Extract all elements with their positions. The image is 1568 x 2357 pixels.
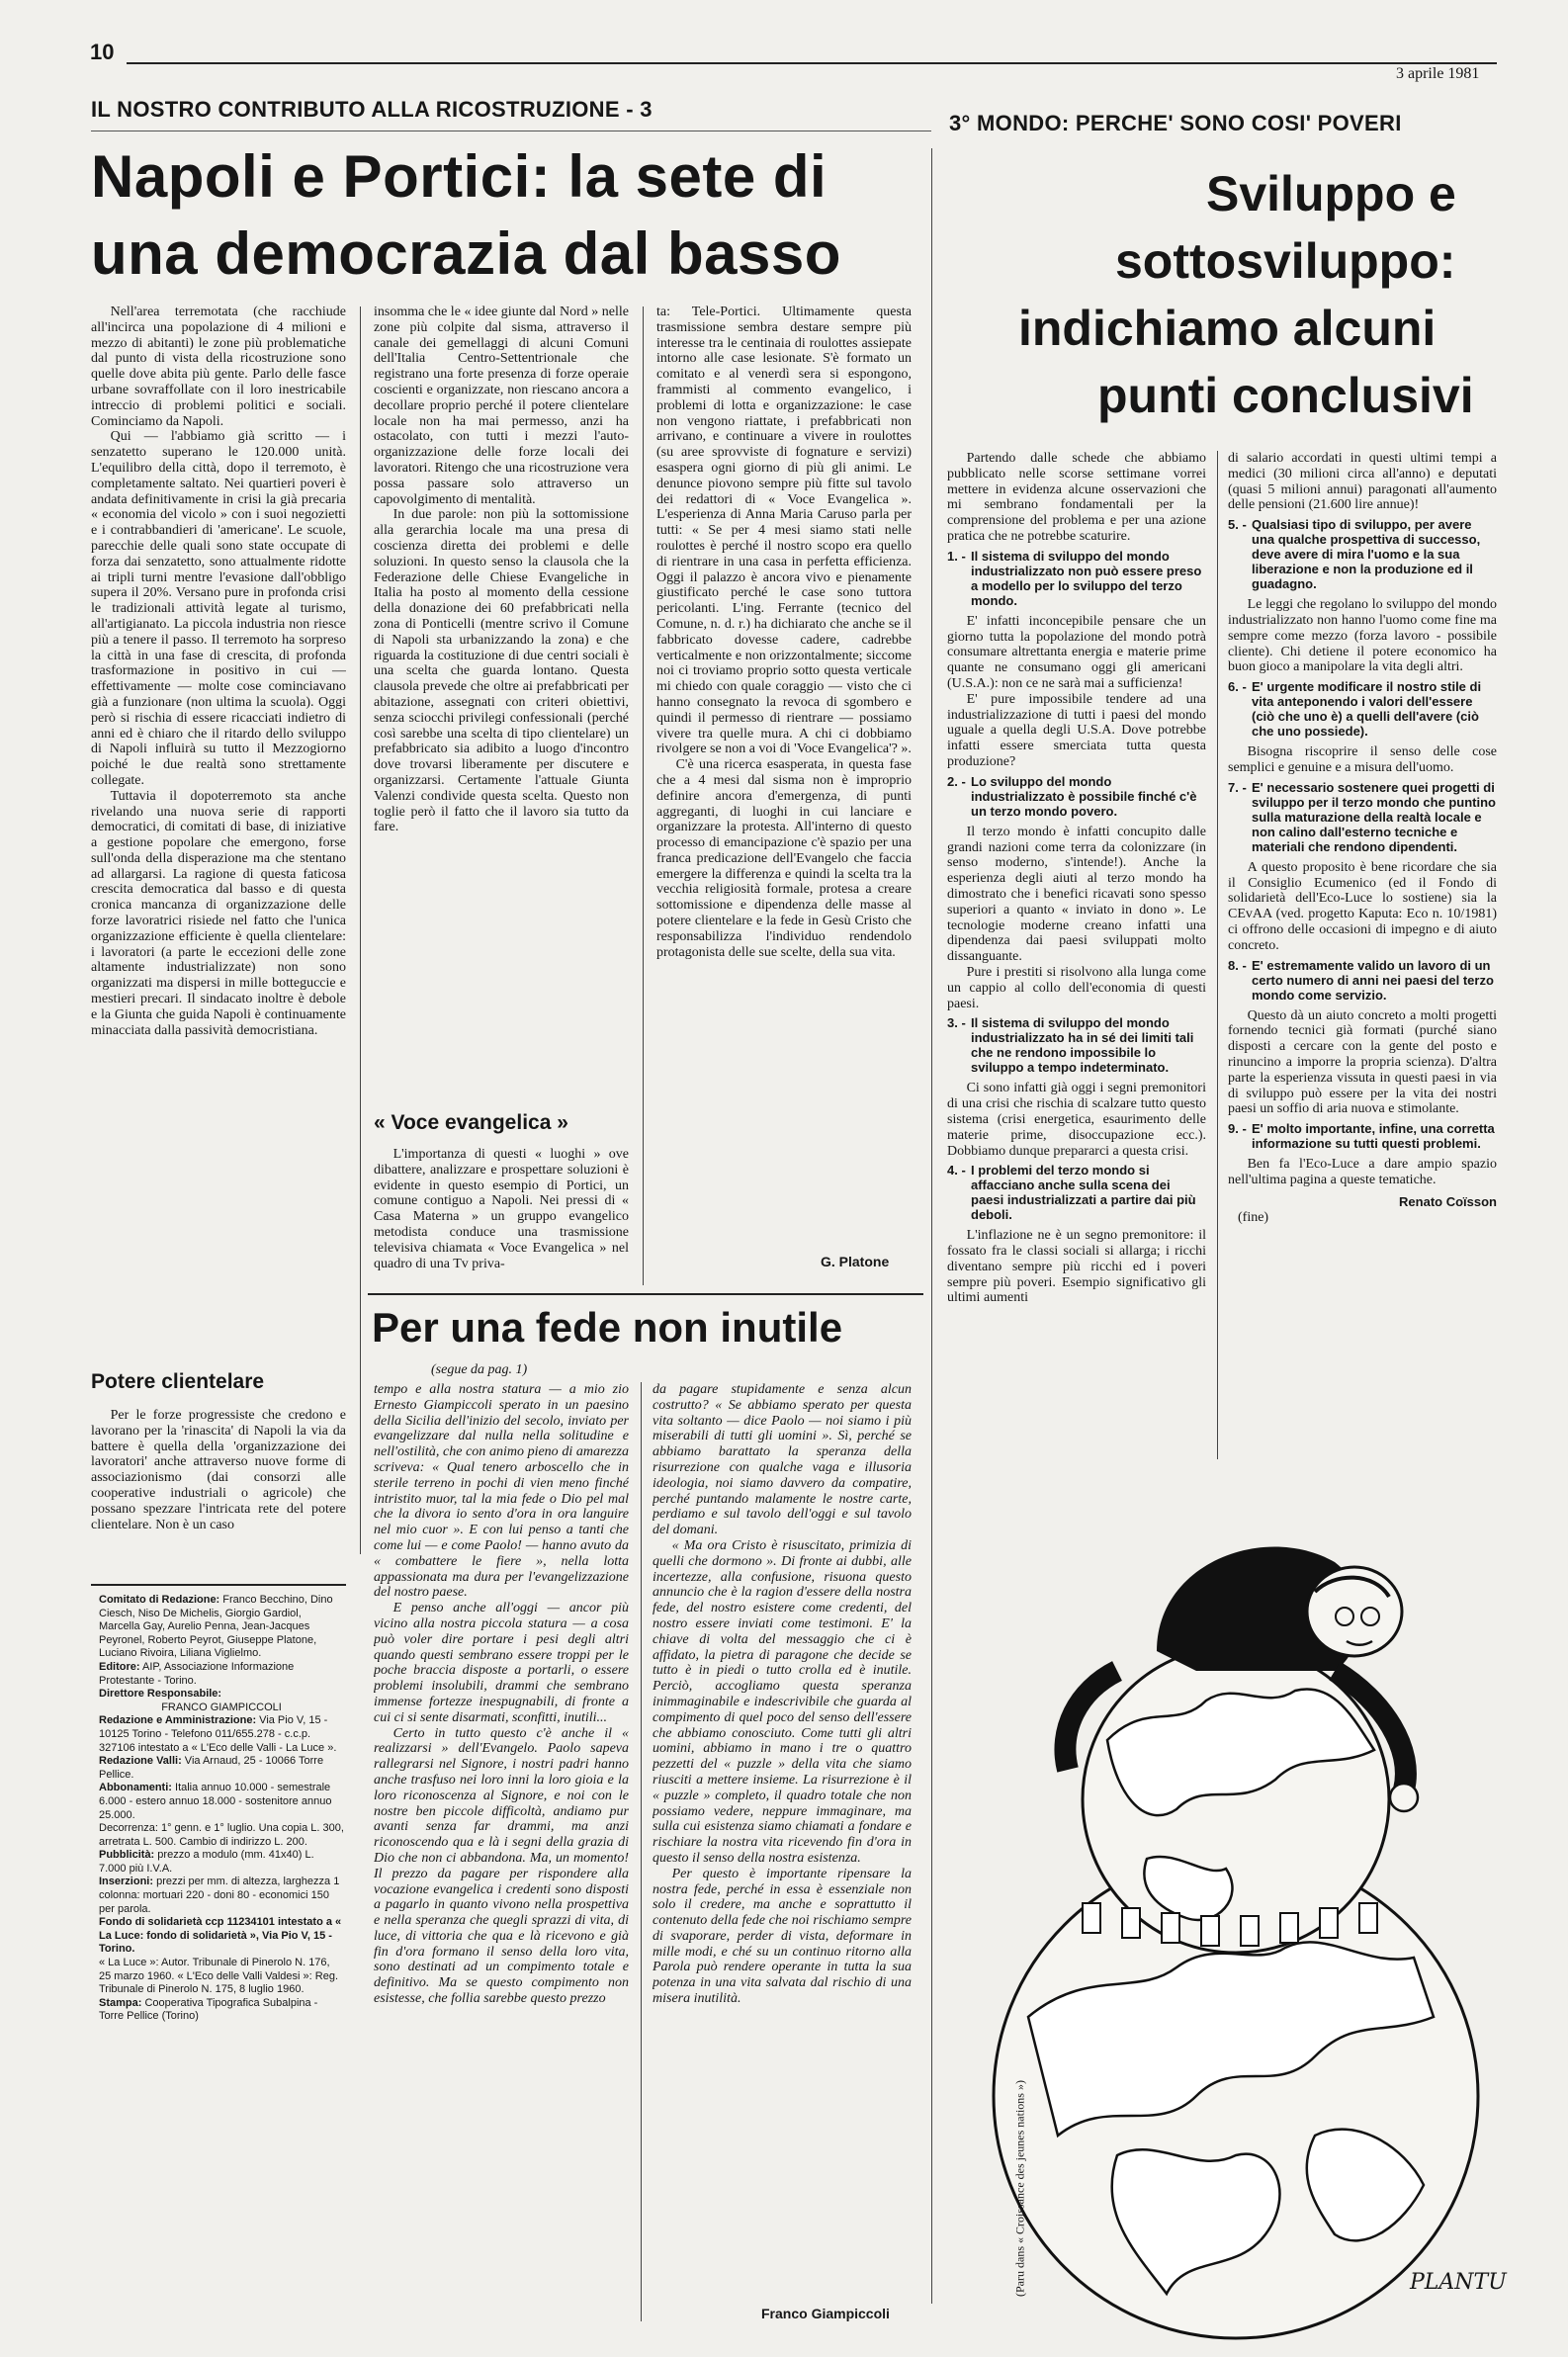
- fine-note: (fine): [1238, 1209, 1269, 1225]
- article3-column-2: [1228, 451, 1497, 1479]
- credit-text: FRANCO GIAMPICCOLI: [161, 1701, 282, 1713]
- article3-column-1: [947, 451, 1206, 1479]
- column-divider: [643, 306, 644, 1285]
- paragraph: Le leggi che regolano lo sviluppo del mondo industrializzato non hanno l'uomo come fine ma sempre come mezzo (forza lavoro - possibile cliente). Chi detiene il potere economico ha buon gioco a manipolare la vita degli altri.: [1228, 597, 1497, 675]
- paragraph: di salario accordati in questi ultimi tempi a medici (30 milioni circa all'anno) e deputati (quasi 5 milioni annui) paragonati all'aumento delle pensioni (21.600 lire annue)!: [1228, 451, 1497, 513]
- paragraph: Tuttavia il dopoterremoto sta anche rivelando una nuova serie di rapporti democratici, di comitati di base, di iniziative a gestione popolare che emergono, forse sull'onda della disperazione ma che stentano ad allargarsi. La ragione di questa faticosa crescita democratica dal basso e di questa cronica mancanza di organizzazione delle forze lavoratrici risiede nel fatto che l'unica organizzazione efficiente è quella clientelare: i lavoratori (a parte le eccezioni delle zone altamente industrializzate) non sono organizzati ma dispersi in mille botteguccie e mestieri precari. Il sindacato inoltre è debole e la Giunta che guida Napoli è continuamente minacciata dalla passività democristiana.: [91, 788, 346, 1038]
- point-heading: E' molto importante, infine, una corretta informazione su tutti questi problemi.: [1252, 1121, 1495, 1152]
- paragraph: Bisogna riscoprire il senso delle cose semplici e genuine e a misura dell'uomo.: [1228, 744, 1497, 775]
- credit-label: Fondo di solidarietà ccp 11234101 intestato a « La Luce: fondo di solidarietà », Via Pio V, 15 - Torino.: [99, 1916, 342, 1956]
- point-number: 3. -: [947, 1015, 966, 1031]
- credit-text: Decorrenza: 1° genn. e 1° luglio. Una copia L. 300, arretrata L. 500. Cambio di indirizzo L. 200.: [99, 1822, 344, 1848]
- issue-date: 3 aprile 1981: [1396, 65, 1480, 82]
- credits-rule: [91, 1584, 346, 1586]
- point-5: [1228, 517, 1497, 591]
- paragraph: C'è una ricerca esasperata, in questa fase che a 4 mesi dal sisma non è improprio definire ancora d'emergenza, di punti aggreganti, di luoghi in cui lanciare e organizzare la protesta. All'interno di questo processo di emancipazione c'è spazio per una franca predicazione dell'Evangelo che faccia emergere la differenza e quindi la scelta tra la vecchia religiosità formale, protesa a creare sottomissione e dipendenza delle masse al potere clientelare e la fede in Gesù Cristo che responsabilizza l'individuo rendendolo protagonista delle sue scelte, della sua vita.: [656, 757, 912, 960]
- point-4: [947, 1163, 1206, 1222]
- credit-text: Via Arnaud, 25 - 10066 Torre Pellice.: [99, 1755, 324, 1781]
- article2-column-1: [374, 1382, 629, 2329]
- point-heading: E' estremamente valido un lavoro di un certo numero di anni nei paesi del terzo mondo come servizio.: [1252, 957, 1494, 1003]
- article1-title-line1: Napoli e Portici: la sete di: [91, 143, 828, 210]
- article1-column-1: [91, 305, 346, 1311]
- paragraph: insomma che le « idee giunte dal Nord » nelle zone più colpite dal sisma, attraverso il canale dei gemellaggi di alcuni Comuni dell'Italia Centro-Settentrionale che registrano una forte presenza di forze operaie coscienti e organizzate, non riescano ancora a decollare proprio perché il potere clientelare locale non ha mai permesso, anzi ha ostacolato, con tutti i mezzi l'auto-organizzazione delle forze locali dei lavoratori. Ritengo che una ricostruzione vera possa passare solo attraverso un capovolgimento di mentalità.: [374, 305, 629, 507]
- article2-column-2: [653, 1382, 912, 2292]
- credit-text: Franco Becchino, Dino Ciesch, Niso De Michelis, Giorgio Gardiol, Marcella Gay, Aurelio Penna, Jean-Jacques Peyronel, Roberto Peyrot, Giuseppe Platone, Luciano Rivoira, Liliana Viglielmo.: [99, 1594, 333, 1660]
- paragraph: da pagare stupidamente e senza alcun costrutto? « Se abbiamo sperato per questa vita soltanto — dice Paolo — noi siamo i più miserabili di tutti gli uomini ». Sì, perché se abbiamo barattato la speranza della risurrezione con qualche vaga e illusoria ideologia, noi siamo davvero da compatire, perché puntando malamente le nostre carte, perdiamo e sul tavolo dell'oggi e sul tavolo del domani.: [653, 1382, 912, 1538]
- paragraph: Questo dà un aiuto concreto a molti progetti fornendo tecnici già formati (purché siano disposti a cercare con la gente del posto e rinuncino a imporre la propria scienza). D'altra parte la esperienza vissuta in questi paesi in via di sviluppo può essere per la vita dei nostri paesi un soffio di aria nuova e stimolante.: [1228, 1007, 1497, 1117]
- paragraph: Pure i prestiti si risolvono alla lunga come un cappio al collo dell'economia di questi paesi.: [947, 964, 1206, 1011]
- article2-top-rule: [368, 1293, 923, 1295]
- paragraph: L'inflazione ne è un segno premonitore: il fossato fra le classi sociali si allarga; i ricchi diventano sempre più ricchi ed i poveri sempre più poveri. Esempio significativo gli ultimi aumenti: [947, 1228, 1206, 1306]
- credit-label: Redazione e Amministrazione:: [99, 1714, 257, 1727]
- paragraph: Ben fa l'Eco-Luce a dare ampio spazio nell'ultima pagina a queste tematiche.: [1228, 1157, 1497, 1187]
- subhead-potere-clientelare: Potere clientelare: [91, 1370, 265, 1393]
- point-number: 5. -: [1228, 517, 1247, 533]
- continuation-note: (segue da pag. 1): [431, 1362, 528, 1377]
- point-8: [1228, 958, 1497, 1003]
- paragraph: Ci sono infatti già oggi i segni premonitori di una crisi che rischia di scalzare tutto questo sistema (crisi energetica, esaurimento delle materie prime, disoccupazione ecc.). Dobbiamo dunque prepararci a questa crisi.: [947, 1081, 1206, 1159]
- kicker-right: 3° MONDO: PERCHE' SONO COSI' POVERI: [949, 111, 1402, 135]
- article3-title-line4: punti conclusivi: [1097, 368, 1474, 423]
- paragraph: E penso anche all'oggi — ancor più vicino alla nostra piccola statura — a cosa può voler dire portare i pesi degli altri quando questi sembrano essere troppi per le poche braccia disposte a portarli, o essere problemi insolubili, drammi che sembrano immense fortezze inespugnabili, di fronte a cui ci si sente disarmati, sconfitti, inutili...: [374, 1601, 629, 1725]
- paragraph: L'importanza di questi « luoghi » ove dibattere, analizzare e prospettare soluzioni è evidente in questo esempio di Portici, un comune contiguo a Napoli. Nei pressi di « Casa Materna » un gruppo evangelico metodista conduce una trasmissione televisiva chiamata « Voce Evangelica » nel quadro di una Tv priva-: [374, 1147, 629, 1271]
- credit-text: Cooperativa Tipografica Subalpina - Torre Pellice (Torino): [99, 1996, 318, 2023]
- credit-label: Redazione Valli:: [99, 1755, 182, 1768]
- article1-column-2-cont: [374, 1147, 629, 1287]
- point-heading: Il sistema di sviluppo del mondo industrializzato ha in sé dei limiti tali che ne rendono impossibile lo sviluppo a tempo indeterminato.: [971, 1015, 1194, 1076]
- point-heading: E' necessario sostenere quei progetti di sviluppo per il terzo mondo che puntino sulla maturazione della realtà locale e non calino dall'esterno tecniche e materiali che rendono dipendenti.: [1252, 779, 1496, 854]
- article1-column-1-cont: [91, 1408, 346, 1554]
- point-9: [1228, 1121, 1497, 1151]
- column-divider: [360, 306, 361, 1554]
- paragraph: ta: Tele-Portici. Ultimamente questa trasmissione sembra destare sempre più interesse tra le centinaia di roulottes assiepate intorno alle case lesionate. S'è formato un comitato e al venerdì sera si espongono, frammisti al commento evangelico, i problemi di lotta e organizzazione: le case non vengono riattate, i prefabbricati non arrivano, e continuare a vivere in roulottes (su aree sprovviste di fognature e servizi) esaspera ogni giorno di più gli animi. Le denunce piovono sempre più fitte sul tavolo dei redattori di « Voce Evangelica ». L'esperienza di Anna Maria Caruso parla per tutti: « Se per 4 mesi siamo stati nelle roulottes è perché il nostro scopo era quello di rientrare in una casa in perfetta efficienza. Oggi il palazzo è ancora vivo e pienamente giustificato perché le case sono tuttora pericolanti. L'ing. Ferrante (tecnico del Comune, n. d. r.) ha dichiarato che anche se il fabbricato dovesse cadere, cadrebbe verticalmente e non orizzontalmente; siccome noi ci troviamo proprio sotto questa verticale mi chiedo con quale coraggio — visto che ci hanno consegnato la revoca di sgombero e quindi il permesso di rientrare — possiamo vivere tra quelle mura. A chi ci dobbiamo rivolgere se non a voi di 'Voce Evangelica'? ».: [656, 305, 912, 757]
- point-heading: Qualsiasi tipo di sviluppo, per avere una qualche prospettiva di successo, deve avere di mira l'uomo e la sua liberazione e non la produzione ed il guadagno.: [1252, 517, 1481, 592]
- paragraph: In due parole: non più la sottomissione alla gerarchia locale ma una presa di coscienza diretta dei problemi e delle soluzioni. In questo senso la clausola che la Federazione delle Chiese Evangeliche in Italia ha posto al momento della cessione della donazione dei 60 prefabbricati nella zona di Ponticelli (mentre scrivo il Comune di Napoli sta urbanizzando la zona) e che riguarda la costituzione di due centri sociali è una scelta che guarda lontano. Questa clausola prevede che oltre ai prefabbricati per abitazione, assegnati con criteri obiettivi, senza sciocchi privilegi confessionali (perché così sarebbe una scelta di tipo clientelare) un prefabbricato sia adibito a luogo d'incontro dove trovarsi liberamente per discutere e organizzarsi. Certamente l'attuale Giunta Valenzi condivide questa scelta. Questo non toglie però il fatto che il lavoro sia tutto da fare.: [374, 507, 629, 835]
- paragraph: Per le forze progressiste che credono e lavorano per la 'rinascita' di Napoli la via da battere è quella della 'organizzazione dei lavoratori' anche attraverso nuove forme di associazionismo (dai consorzi alle cooperative industriali o agricole) che possano spezzare l'intricata rete del potere clientelare. Non è un caso: [91, 1408, 346, 1532]
- kicker-left: IL NOSTRO CONTRIBUTO ALLA RICOSTRUZIONE - 3: [91, 97, 653, 122]
- paragraph: Qui — l'abbiamo già scritto — i senzatetto superano le 120.000 unità. L'equilibro della città, dopo il terremoto, è completamente saltato. Nei quartieri poveri è andata definitivamente in crisi la già precaria « economia del vicolo » con i suoi negozietti e i contrabbandieri di 'americane'. Le scuole, parecchie delle quali sono state occupate di forza dai senzatetto, sono attualmente ridotte ai tripli turni mentre l'evasione dall'obbligo supera il 20%. Versano pure in profonda crisi le tradizionali attività legate al turismo, all'artigianato. La piccola industria non riesce più a tenere il passo. Il terremoto ha sorpreso la città in una fase di crescita, di profonda trasformazione in positivo in cui — effettivamente — molte cose cominciavano già a funzionare (non ultima la scuola). Oggi però si rischia di essere ricacciati indietro di anni ed è chiaro che il ritardo dello sviluppo di Napoli influirà su tutto il Mezzogiorno poiché le due realtà sono strettamente collegate.: [91, 429, 346, 788]
- article1-signature: G. Platone: [821, 1254, 890, 1269]
- article3-title-line1: Sviluppo e: [1206, 166, 1456, 221]
- point-number: 4. -: [947, 1163, 966, 1178]
- credit-text: AIP, Associazione Informazione Protestante - Torino.: [99, 1660, 295, 1687]
- column-divider: [641, 1382, 642, 2321]
- credit-text: « La Luce »: Autor. Tribunale di Pinerolo N. 176, 25 marzo 1960. « L'Eco delle Valli Valdesi »: Reg. Tribunale di Pinerolo N. 175, 8 luglio 1960.: [99, 1957, 338, 1996]
- article3-title-line2: sottosviluppo:: [1115, 233, 1456, 289]
- paragraph: Partendo dalle schede che abbiamo pubblicato nelle scorse settimane vorrei mettere in evidenza alcune osservazioni che mi sembrano fondamentali per la comprensione del problema e per una azione pratica che ne potrebbe scaturire.: [947, 451, 1206, 544]
- point-number: 9. -: [1228, 1121, 1247, 1137]
- credit-label: Stampa:: [99, 1996, 142, 2009]
- paragraph: tempo e alla nostra statura — a mio zio Ernesto Giampiccoli sperato in un paesino della Sicilia dell'inizio del secolo, inviato per evangelizzare dal nulla nella solitudine e nell'ostilità, che con animo pieno di amarezza scriveva: « Qual tenero arboscello che in sterile terreno in pochi di vien meno finché intristito muor, tal la mia fede o Dio pel mal che la divora io sento d'ora in ora languire nel mio cuor ». E con lui penso a tanti che come lui — e come Paolo! — hanno avuto da « combattere le fiere », nella lotta appassionata ma dura per l'evangelizzazione del nostro paese.: [374, 1382, 629, 1601]
- credit-label: Abbonamenti:: [99, 1782, 172, 1794]
- credit-label: Inserzioni:: [99, 1876, 154, 1888]
- point-heading: E' urgente modificare il nostro stile di vita anteponendo i valori dell'essere (ciò che uno è) a quelli dell'avere (ciò che uno possiede).: [1252, 679, 1482, 740]
- credit-text: Via Pio V, 15 - 10125 Torino - Telefono 011/655.278 - c.c.p. 327106 intestato a « L'Eco delle Valli - La Luce ».: [99, 1714, 337, 1754]
- paragraph: Certo in tutto questo c'è anche il « realizzarsi » dell'Evangelo. Paolo sapeva rallegrarsi nel Signore, i nostri padri hanno anche trasfuso nei loro inni la loro gioia e la loro riconoscenza al Signore, e noi con le nostre ben piccole difficoltà, andiamo pur avanti senza far drammi, ma anzi riconoscendo qua e là i segni della grazia di Dio che non ci abbandona. Ma, un momento! Il prezzo da pagare per rispondere alla vocazione evangelica i credenti sono disposti a pagarlo in quanto vivono nella prospettiva e nella speranza che quegli sprazzi di vita, di luce, di vittoria che qua e là ricevono e già fin d'ora formano il senso della loro vita, sono destinati ad un compimento totale e definitivo. Ma se questo compimento non esistesse, che follia sarebbe questo prezzo: [374, 1725, 629, 2007]
- article1-title-line2: una democrazia dal basso: [91, 220, 841, 287]
- article2-title: Per una fede non inutile: [372, 1304, 843, 1351]
- credit-label: Pubblicità:: [99, 1849, 155, 1862]
- point-2: [947, 774, 1206, 819]
- subhead-voce-evangelica: « Voce evangelica »: [374, 1111, 568, 1134]
- point-heading: Lo sviluppo del mondo industrializzato è possibile finché c'è un terzo mondo povero.: [971, 773, 1197, 819]
- point-number: 1. -: [947, 548, 966, 564]
- cartoon-signature: PLANTU: [1410, 2270, 1507, 2295]
- paragraph: Nell'area terremotata (che racchiude all'incirca una popolazione di 4 milioni e mezzo di abitanti) le zone più problematiche dal punto di vista della ricostruzione sono quelle dove abita più gente. Parlo delle fasce urbane sovraffollate con il loro inestricabile intreccio di problemi politici e sociali. Cominciamo da Napoli.: [91, 305, 346, 429]
- article3-signature: Renato Coïsson: [1399, 1193, 1497, 1209]
- point-7: [1228, 780, 1497, 854]
- column-divider: [931, 148, 932, 2304]
- page-number: 10: [90, 40, 115, 64]
- credit-text: Italia annuo 10.000 - semestrale 6.000 - estero annuo 18.000 - sostenitore annuo 25.000.: [99, 1782, 332, 1821]
- paragraph: « Ma ora Cristo è risuscitato, primizia di quelli che dormono ». Di fronte ai dubbi, alle incertezze, alla confusione, risuona questo annuncio che è la ragion d'essere della nostra fede, del nostro esistere come credenti, del nostro essere inviati come testimoni. E' la chiave di volta del messaggio che ci è affidato, la pietra di paragone che decide se tutto è in piedi o tutto crolla ed è inutile. Perciò, accogliamo questa speranza inimmaginabile e indescrivibile che guarda al compimento di quel poco del senso dell'essere che abbiamo conosciuto. Come tutti gli altri uomini, abbiamo in mano i tre o quattro pezzetti del « puzzle » della vita che siamo riusciti a mettere insieme. La risurrezione è il « puzzle » completo, il quadro totale che non possiamo vedere, neppure immaginare, ma sulla cui esistenza siamo chiamati a fondare e rischiare la nostra vita ricevendo fin d'ora in questo il senso della nostra esistenza.: [653, 1537, 912, 1866]
- column-divider: [1217, 451, 1218, 1459]
- article1-column-2: [374, 305, 629, 1044]
- header-rule: [127, 62, 1497, 64]
- credit-label: Editore:: [99, 1660, 140, 1673]
- credit-label: Direttore Responsabile:: [99, 1688, 222, 1701]
- point-heading: Il sistema di sviluppo del mondo industrializzato non può essere preso a modello per lo sviluppo del terzo mondo.: [971, 548, 1202, 608]
- point-number: 8. -: [1228, 957, 1247, 973]
- credit-text: prezzo a modulo (mm. 41x40) L. 7.000 più I.V.A.: [99, 1849, 314, 1875]
- credit-text: prezzi per mm. di altezza, larghezza 1 colonna: mortuari 220 - doni 80 - economici 150 per parola.: [99, 1876, 340, 1915]
- point-number: 2. -: [947, 773, 966, 789]
- point-6: [1228, 679, 1497, 739]
- cartoon-caption: (Paru dans « Croissance des jeunes nations »): [1012, 2080, 1027, 2297]
- paragraph: E' pure impossibile tendere ad una industrializzazione di tutti i paesi del mondo uguale a quella degli U.S.A. Dove potrebbe infatti essere smerciata tutta questa produzione?: [947, 691, 1206, 769]
- article3-title-line3: indichiamo alcuni: [1018, 301, 1437, 356]
- article2-signature: Franco Giampiccoli: [761, 2306, 890, 2321]
- article1-column-3: [656, 305, 912, 1269]
- point-number: 7. -: [1228, 779, 1247, 795]
- point-heading: I problemi del terzo mondo si affacciano anche sulla scena dei paesi industrializzati a partire dai più deboli.: [971, 1163, 1196, 1223]
- paragraph: A questo proposito è bene ricordare che sia il Consiglio Ecumenico (ed il Fondo di solidarietà dell'Eco-Luce lo sostiene) sia la CEvAA (ved. progetto Kaputa: Eco n. 10/1981) ci offrono delle occasioni di impegno e di aiuto concreto.: [1228, 859, 1497, 953]
- masthead-credits: [99, 1594, 344, 2329]
- paragraph: E' infatti inconcepibile pensare che un giorno tutta la popolazione del mondo potrà consumare altrettanta energia e materie prime quante ne consumano oggi gli americani (U.S.A.): non ce ne sarà mai a sufficienza!: [947, 613, 1206, 691]
- point-3: [947, 1015, 1206, 1075]
- point-1: [947, 549, 1206, 608]
- point-number: 6. -: [1228, 679, 1247, 695]
- credit-label: Comitato di Redazione:: [99, 1594, 220, 1606]
- paragraph: Per questo è importante ripensare la nostra fede, perché in essa è essenziale non solo il credere, ma anche e soprattutto il contenuto della fede che noi rischiamo sempre di svaporare, perder di vista, deformare in mille modi, e ché su un continuo ritorno alla Parola può rendere operante in tutta la sua potenza in una vita salvata dal rischio di una misera inutilità.: [653, 1866, 912, 2007]
- paragraph: Il terzo mondo è infatti concupito dalle grandi nazioni come terra da colonizzare (in senso moderno, s'intende!). Anche la esperienza degli aiuti al terzo mondo ha dimostrato che i benefici ricavati sono spesso superiori a quanto « inviato in dono ». Le tecnologie moderne creano infatti una dipendenza dai paesi sviluppati molto dissanguante.: [947, 824, 1206, 965]
